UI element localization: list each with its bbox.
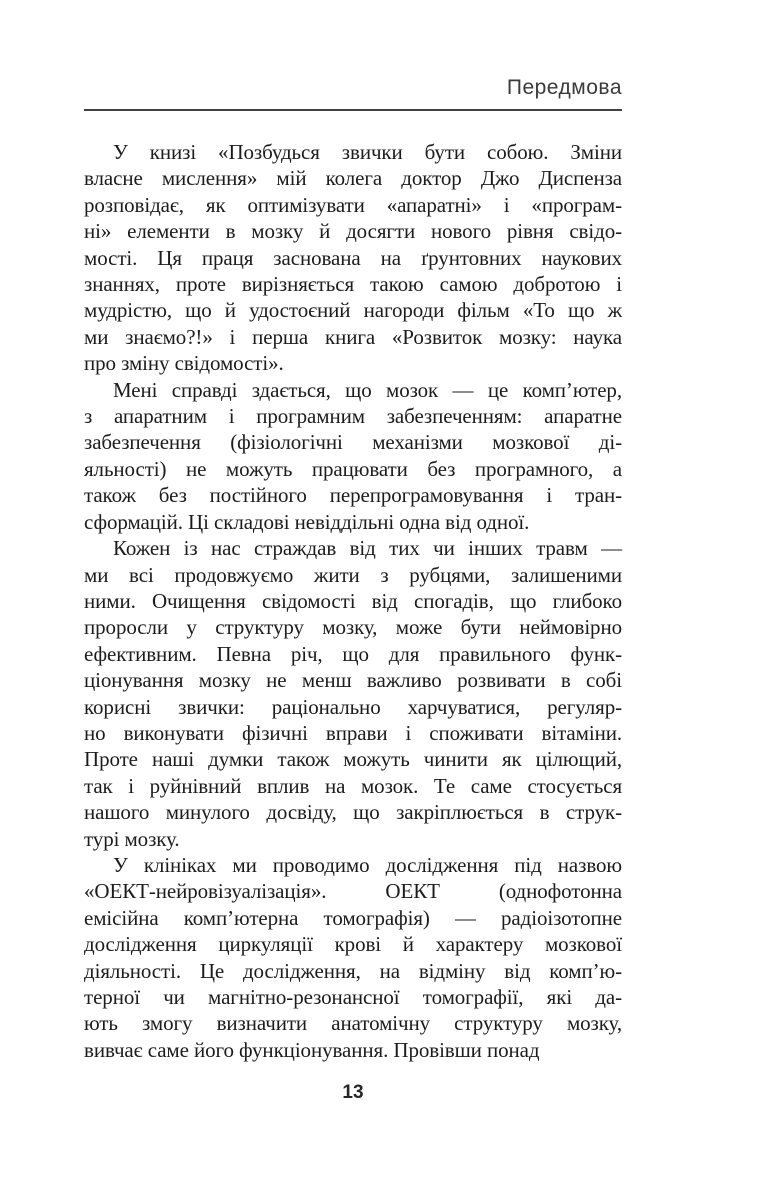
text-line: Проте наші думки також можуть чинити як цілющий, — [84, 747, 622, 772]
page-body — [84, 139, 622, 1063]
page-number: 13 — [342, 1082, 364, 1103]
paragraph — [84, 852, 622, 1063]
text-line: також без постійного перепрограмовування і тран- — [84, 483, 622, 508]
text-line: нашого минулого досвіду, що закріплюється в струк- — [84, 800, 622, 825]
text-line: мудрістю, що й удостоєний нагороди фільм «То що ж — [84, 298, 622, 323]
text-line: проросли у структуру мозку, може бути неймовірно — [84, 615, 622, 640]
text-line: ними. Очищення свідомості від спогадів, що глибоко — [84, 588, 622, 613]
text-line: розповідає, як оптимізувати «апаратні» і «програм- — [84, 192, 622, 217]
text-line: У книзі «Позбудься звички бути собою. Зміни — [113, 140, 622, 164]
text-line: ціонування мозку не менш важливо розвивати в собі — [84, 668, 622, 693]
text-line: терної чи магнітно-резонансної томографії, які да- — [84, 985, 622, 1009]
text-line: Мені справді здається, що мозок — це комп’ютер, — [113, 377, 622, 402]
text-line: забезпечення (фізіологічні механізми мозкової ді- — [84, 430, 622, 455]
paragraph — [84, 139, 622, 377]
text-line: «ОЕКТ-нейровізуалізація». ОЕКТ (однофотонна — [84, 879, 622, 904]
text-line: турі мозку. — [84, 826, 180, 851]
text-line: ефективним. Певна річ, що для правильного функ- — [84, 641, 622, 666]
header-rule — [84, 109, 622, 111]
text-line: ми всі продовжуємо жити з рубцями, залишеними — [84, 562, 622, 587]
text-line: ють змогу визначити анатомічну структуру мозку, — [84, 1011, 622, 1036]
text-line: емісійна комп’ютерна томографія) — радіоізотопне — [84, 905, 622, 930]
text-line: дослідження циркуляції крові й характеру мозкової — [84, 932, 622, 957]
text-line: про зміну свідомості». — [84, 351, 284, 376]
text-line: сформацій. Ці складові невіддільні одна від одної. — [84, 509, 530, 534]
paragraph — [84, 535, 622, 852]
text-line: яльності) не можуть працювати без програмного, а — [84, 456, 622, 481]
text-line: мості. Ця праця заснована на ґрунтовних наукових — [84, 245, 622, 270]
running-header: Передмова — [506, 76, 622, 99]
text-line: з апаратним і програмним забезпеченням: апаратне — [84, 404, 622, 429]
text-line: корисні звички: раціонально харчуватися, регуляр- — [84, 694, 622, 719]
text-line: діяльності. Це дослідження, на відміну від комп’ю- — [84, 958, 622, 983]
text-line: вивчає саме його функціонування. Провівши понад — [84, 1037, 540, 1062]
text-line: У клініках ми проводимо дослідження під назвою — [113, 852, 622, 877]
paragraph — [84, 377, 622, 535]
text-line: знаннях, проте вирізняється такою самою добротою і — [84, 272, 622, 297]
text-line: Кожен із нас страждав від тих чи інших травм — — [113, 536, 622, 561]
text-line: но виконувати фізичні вправи і споживати вітаміни. — [84, 720, 622, 745]
text-line: ми знаємо?!» і перша книга «Розвиток мозку: наука — [84, 324, 622, 349]
text-line: власне мислення» мій колега доктор Джо Диспенза — [84, 166, 622, 191]
text-line: ні» елементи в мозку й досягти нового рівня свідо- — [84, 219, 622, 244]
text-line: так і руйнівний вплив на мозок. Те саме стосується — [84, 773, 622, 798]
